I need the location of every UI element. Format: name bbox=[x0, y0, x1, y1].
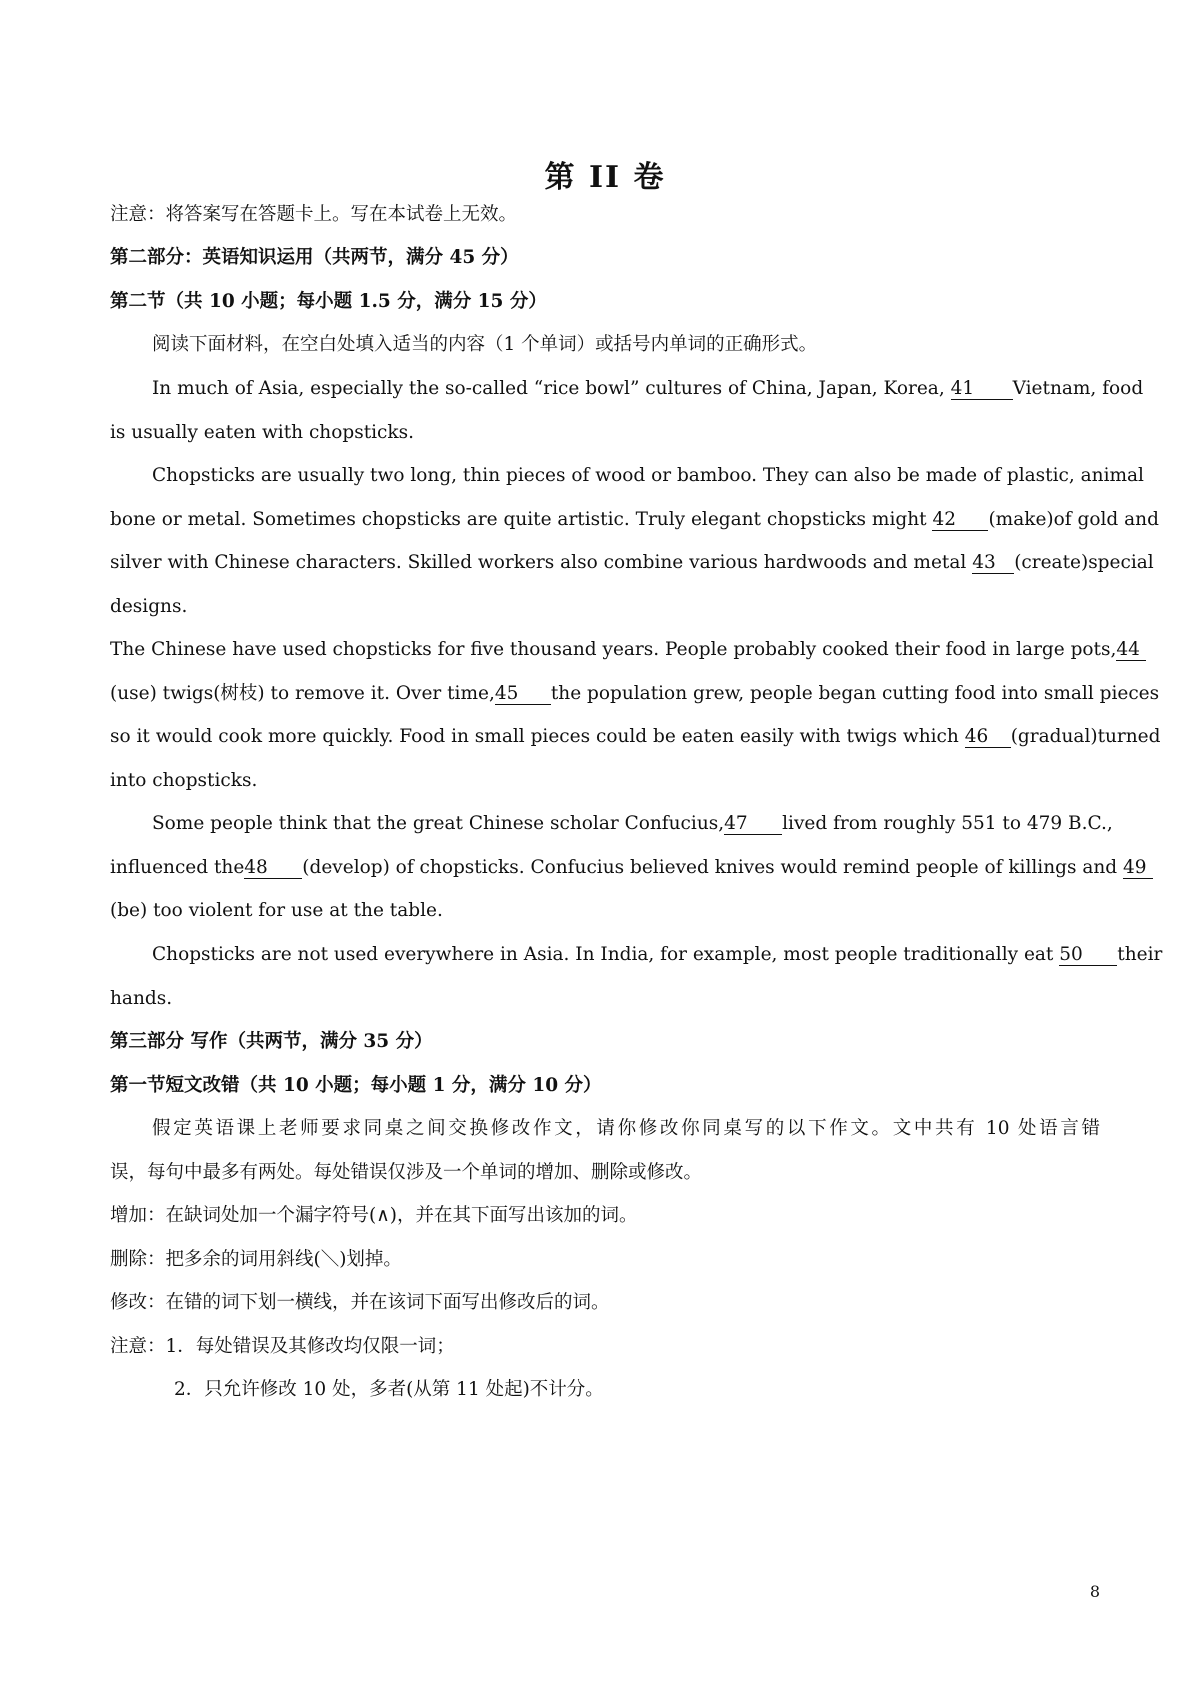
blank-48: 48 bbox=[244, 858, 302, 879]
p4-text-1b: lived from roughly 551 to 479 B.C., bbox=[782, 813, 1113, 834]
rule-modify: 修改：在错的词下划一横线，并在该词下面写出修改后的词。 bbox=[110, 1292, 610, 1313]
rule-delete: 删除：把多余的词用斜线(＼)划掉。 bbox=[110, 1249, 402, 1270]
part2-heading: 第二部分：英语知识运用（共两节，满分 45 分） bbox=[110, 247, 519, 268]
section2-heading: 第二节（共 10 小题；每小题 1.5 分，满分 15 分） bbox=[110, 291, 547, 312]
p4-text-2b: (develop) of chopsticks. Confucius believed knives would remind people of killings and bbox=[302, 857, 1118, 878]
blank-41: 41 bbox=[951, 379, 1013, 400]
p4-text-1a: Some people think that the great Chinese scholar Confucius, bbox=[152, 813, 725, 834]
p2-line1: Chopsticks are usually two long, thin pieces of wood or bamboo. They can also be made of plastic, animal bbox=[152, 465, 1144, 486]
p3-line2 bbox=[110, 681, 1160, 707]
rule-add: 增加：在缺词处加一个漏字符号(∧)，并在其下面写出该加的词。 bbox=[110, 1205, 638, 1226]
p4-line3: (be) too violent for use at the table. bbox=[110, 900, 443, 921]
p2-line2 bbox=[110, 507, 1159, 533]
p3-text-2b: the population grew, people began cutting food into small pieces bbox=[550, 683, 1160, 704]
p3-line3 bbox=[110, 724, 1161, 750]
error-instructions-line2: 误，每句中最多有两处。每处错误仅涉及一个单词的增加、删除或修改。 bbox=[110, 1162, 703, 1183]
p4-line2 bbox=[110, 855, 1147, 881]
section1-heading: 第一节短文改错（共 10 小题；每小题 1 分，满分 10 分） bbox=[110, 1075, 602, 1096]
p3-text-1a: The Chinese have used chopsticks for five thousand years. People probably cooked their food in large pots, bbox=[110, 639, 1117, 660]
page-number: 8 bbox=[1089, 1582, 1100, 1601]
blank-49: 49 bbox=[1123, 858, 1153, 879]
p5-line1 bbox=[110, 942, 1163, 968]
p3-line4: into chopsticks. bbox=[110, 770, 258, 791]
p5-text-1b: their bbox=[1117, 944, 1163, 965]
p1-text-c: Vietnam, food bbox=[1012, 378, 1144, 399]
notice: 注意：将答案写在答题卡上。写在本试卷上无效。 bbox=[110, 204, 518, 225]
page-title: 第 II 卷 bbox=[544, 160, 666, 195]
p2-text-2a: bone or metal. Sometimes chopsticks are quite artistic. Truly elegant chopsticks might bbox=[110, 509, 927, 530]
p3-line1 bbox=[110, 637, 1140, 663]
p1-text-a: In much of Asia, especially the so-called “rice bowl” cultures of China, Japan, Korea, bbox=[152, 378, 945, 399]
blank-43: 43 bbox=[972, 553, 1014, 574]
instructions: 阅读下面材料，在空白处填入适当的内容（1 个单词）或括号内单词的正确形式。 bbox=[152, 334, 818, 355]
p2-line3 bbox=[110, 550, 1154, 576]
p2-text-2b: (make)of gold and bbox=[988, 509, 1159, 530]
note-2: 2．只允许修改 10 处，多者(从第 11 处起)不计分。 bbox=[174, 1379, 604, 1400]
p5-text-1a: Chopsticks are not used everywhere in Asia. In India, for example, most people traditionally eat bbox=[152, 944, 1054, 965]
blank-46: 46 bbox=[965, 727, 1011, 748]
blank-44: 44 bbox=[1116, 640, 1146, 661]
blank-42: 42 bbox=[932, 510, 988, 531]
p2-text-3b: (create)special bbox=[1014, 552, 1154, 573]
part3-heading: 第三部分 写作（共两节，满分 35 分） bbox=[110, 1031, 433, 1052]
p4-text-2a: influenced the bbox=[110, 857, 245, 878]
blank-47: 47 bbox=[724, 814, 782, 835]
p3-text-2a: (use) twigs(树枝) to remove it. Over time, bbox=[110, 683, 495, 704]
p3-text-3a: so it would cook more quickly. Food in small pieces could be eaten easily with twigs which bbox=[110, 726, 959, 747]
p4-line1 bbox=[110, 811, 1113, 837]
p3-text-3b: (gradual)turned bbox=[1010, 726, 1161, 747]
p2-line4: designs. bbox=[110, 596, 188, 617]
p5-line2: hands. bbox=[110, 988, 173, 1009]
p1-line1 bbox=[110, 376, 1144, 402]
blank-50: 50 bbox=[1059, 945, 1117, 966]
blank-45: 45 bbox=[495, 684, 551, 705]
p1-line2: is usually eaten with chopsticks. bbox=[110, 422, 414, 443]
note-1: 注意：1．每处错误及其修改均仅限一词； bbox=[110, 1336, 455, 1357]
p2-text-3a: silver with Chinese characters. Skilled workers also combine various hardwoods and metal bbox=[110, 552, 967, 573]
error-instructions-line1: 假定英语课上老师要求同桌之间交换修改作文，请你修改你同桌写的以下作文。文中共有 10 处语言错 bbox=[152, 1118, 1100, 1139]
